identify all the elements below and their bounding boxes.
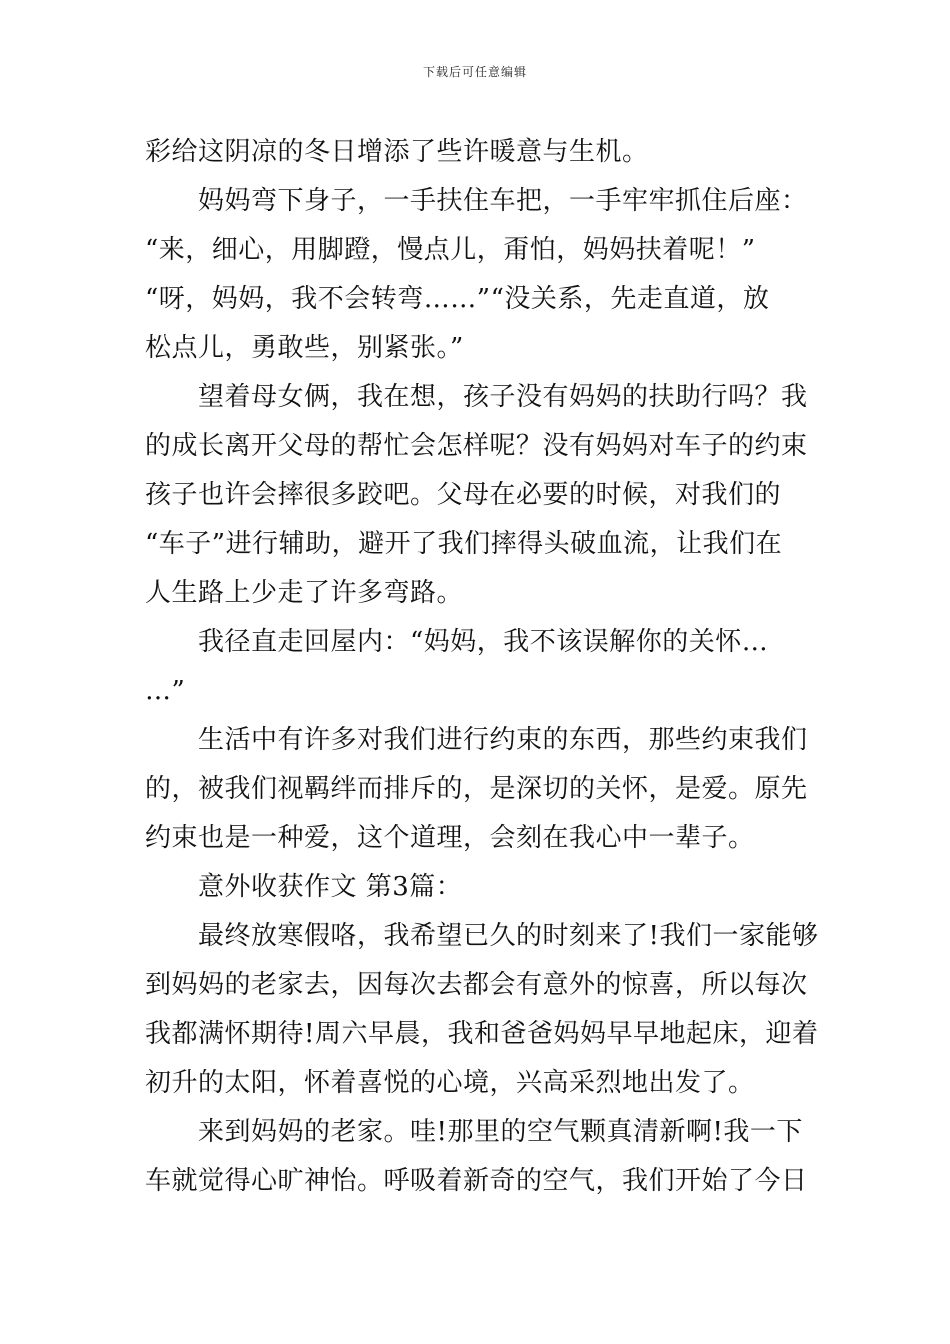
text-line: 我都满怀期待!周六早晨，我和爸爸妈妈早早地起床，迎着 [145, 1019, 819, 1049]
text-line: “车子”进行辅助，避开了我们摔得头破血流，让我们在 [145, 529, 783, 559]
text-line: 人生路上少走了许多弯路。 [145, 578, 464, 608]
text-line: 望着母女俩，我在想，孩子没有妈妈的扶助行吗？我 [145, 382, 808, 412]
text-line: 最终放寒假咯，我希望已久的时刻来了!我们一家能够 [145, 921, 819, 951]
text-line: 妈妈弯下身子，一手扶住车把，一手牢牢抓住后座： [145, 186, 808, 216]
text-line: 的，被我们视羁绊而排斥的，是深切的关怀，是爱。原先 [145, 774, 808, 804]
section-heading: 意外收获作文 第3篇： [145, 872, 463, 902]
text-line: 初升的太阳，怀着喜悦的心境，兴高采烈地出发了。 [145, 1068, 755, 1098]
text-line: 孩子也许会摔很多跤吧。父母在必要的时候，对我们的 [145, 480, 782, 510]
document-body [145, 128, 819, 1206]
text-line: “呀，妈妈，我不会转弯……”“没关系，先走直道，放 [145, 284, 770, 314]
text-line: 约束也是一种爱，这个道理，会刻在我心中一辈子。 [145, 823, 755, 853]
text-line: 来到妈妈的老家。哇!那里的空气颗真清新啊!我一下 [145, 1117, 803, 1147]
text-line: 到妈妈的老家去，因每次去都会有意外的惊喜，所以每次 [145, 970, 808, 1000]
text-line: 的成长离开父母的帮忙会怎样呢？没有妈妈对车子的约束 [145, 431, 808, 461]
text-line: 车就觉得心旷神怡。呼吸着新奇的空气，我们开始了今日 [145, 1166, 808, 1196]
text-line: “来，细心，用脚蹬，慢点儿，甭怕，妈妈扶着呢！” [145, 235, 756, 265]
page-header: 下载后可任意编辑 [422, 65, 527, 79]
text-line: 我径直走回屋内：“妈妈，我不该误解你的关怀… [145, 627, 769, 657]
text-line: 彩给这阴凉的冬日增添了些许暖意与生机。 [145, 137, 649, 167]
text-line: 松点儿，勇敢些，别紧张。” [145, 333, 464, 363]
text-line: …” [145, 676, 186, 706]
text-line: 生活中有许多对我们进行约束的东西，那些约束我们 [145, 725, 808, 755]
